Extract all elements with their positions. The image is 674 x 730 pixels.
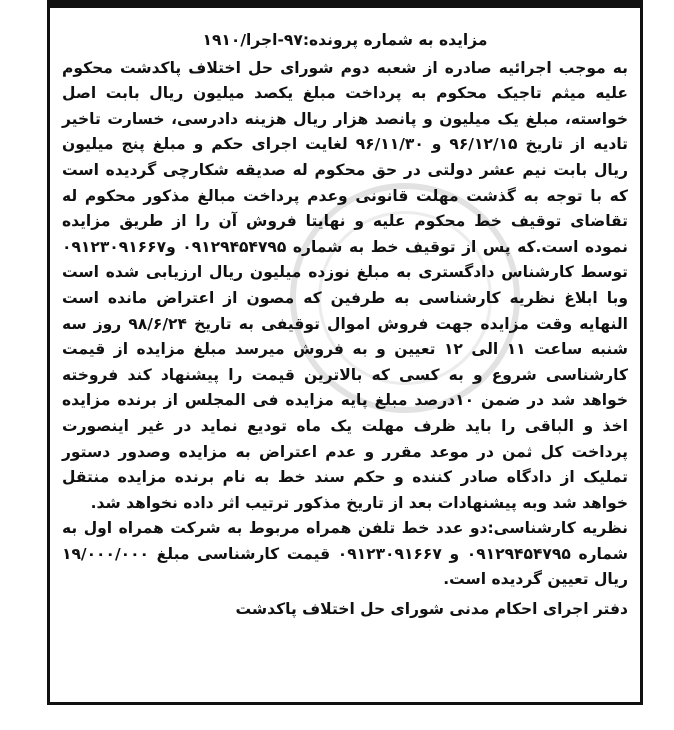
notice-content	[62, 28, 628, 623]
expert-opinion: نظریه کارشناسی:دو عدد خط تلفن همراه مربوط به شرکت همراه اول به شماره ۰۹۱۲۹۴۵۴۷۹۵ و ۰۹۱۲۳۰۹۱۶۶۷ قیمت کارشناسی مبلغ ۱۹/۰۰۰/۰۰۰ ریال تعیین گردیده است.	[62, 519, 628, 589]
issuer-signature: دفتر اجرای احکام مدنی شورای حل اختلاف پاکدشت	[235, 600, 628, 619]
top-border-bar	[47, 0, 643, 8]
notice-body: به موجب اجرائیه صادره از شعبه دوم شورای حل اختلاف پاکدشت محکوم علیه میثم تاجیک محکوم به پرداخت مبلغ یکصد میلیون ریال بابت اصل خواسته، مبلغ یک میلیون و پانصد هزار ریال هزینه دادرسی، خسارت تاخیر تادیه از تاریخ ۹۶/۱۲/۱۵ و ۹۶/۱۱/۳۰ لغایت اجرای حکم و مبلغ پنج میلیون ریال بابت نیم عشر دولتی در حق محکوم له صدیقه شکارچی گردیده است که با توجه به گذشت مهلت قانونی وعدم پرداخت مبالغ مذکور محکوم له تقاضای توقیف خط محکوم علیه و نهایتا فروش آن را از طریق مزایده نموده است.که پس از توقیف خط به شماره ۰۹۱۲۹۴۵۴۷۹۵ و۰۹۱۲۳۰۹۱۶۶۷ توسط کارشناس دادگستری به مبلغ نوزده میلیون ریال ارزیابی شده است وبا ابلاغ نظریه کارشناسی به طرفین که مصون از اعتراض مانده است النهایه وقت مزایده جهت فروش اموال توقیفی به تاریخ ۹۸/۶/۲۴ روز سه شنبه ساعت ۱۱ الی ۱۲ تعیین و به فروش میرسد مبلغ مزایده از قیمت کارشناسی شروع و به کسی که بالاترین قیمت را پیشنهاد کند فروخته خواهد شد در ضمن ۱۰درصد مبلغ پایه مزایده فی المجلس از برنده مزایده اخذ و الباقی را باید ظرف مهلت یک ماه تودیع نماید در غیر اینصورت پرداخت کل ثمن در موعد مقرر و عدم اعتراض به مزایده وصدور دستور تملیک از دادگاه صادر کننده و حکم سند خط به نام برنده مزایده منتقل خواهد شد وبه پیشنهادات بعد از تاریخ مذکور ترتیب اثر داده نخواهد شد.	[62, 58, 629, 512]
notice-frame	[47, 8, 643, 705]
notice-title: مزایده به شماره پرونده:۹۷-اجرا/۱۹۱۰	[202, 31, 488, 49]
